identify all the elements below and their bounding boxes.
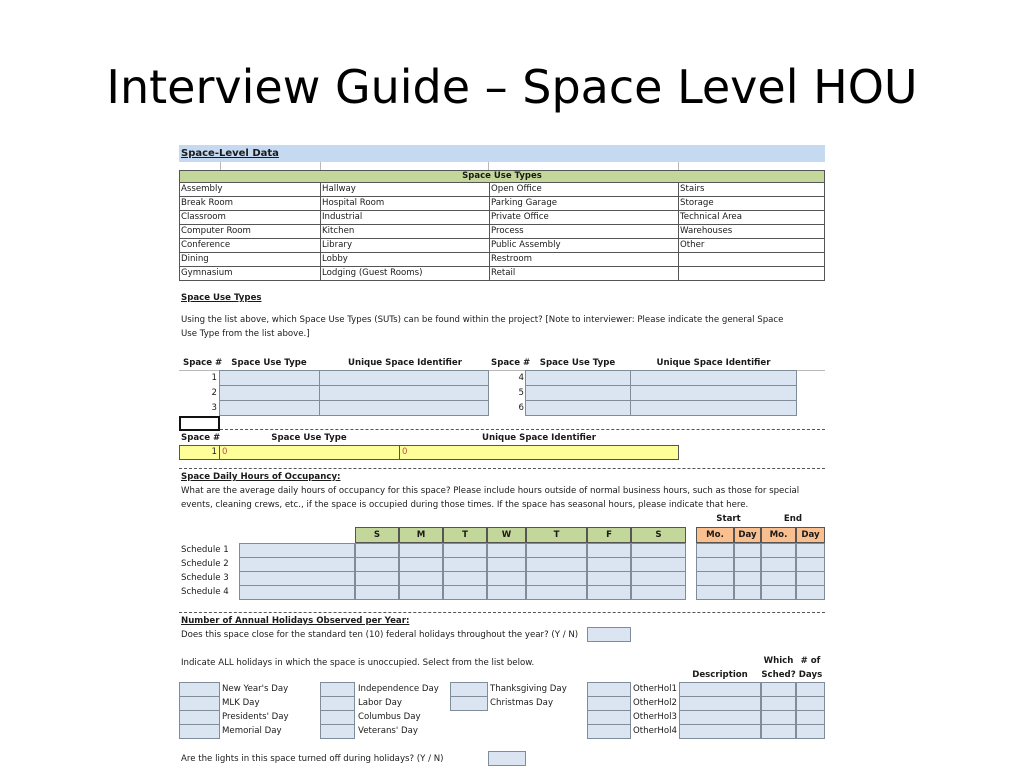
schedule-label: Schedule 3 xyxy=(181,573,229,583)
holiday-checkbox[interactable] xyxy=(587,682,631,697)
sut-header-type-left: Space Use Type xyxy=(231,358,307,368)
space-use-type-item: Public Assembly xyxy=(491,240,561,250)
sut-id-input[interactable] xyxy=(630,370,797,386)
holiday-checkbox[interactable] xyxy=(179,696,220,711)
holiday-label: Independence Day xyxy=(358,684,439,694)
grid-line xyxy=(220,162,221,170)
holiday-label: MLK Day xyxy=(222,698,260,708)
schedule-day-input[interactable] xyxy=(239,585,355,600)
description-label: Description xyxy=(692,670,748,680)
schedule-date-input[interactable] xyxy=(761,585,796,600)
types-caption: Space Use Types xyxy=(179,170,825,183)
schedule-label: Schedule 4 xyxy=(181,587,229,597)
day-header: W xyxy=(487,527,526,543)
holiday-label: Christmas Day xyxy=(490,698,554,708)
holiday-days-input[interactable] xyxy=(796,724,825,739)
schedule-day-input[interactable] xyxy=(631,543,686,558)
sut-question-line1: Using the list above, which Space Use Types (SUTs) can be found within the project? [Note to interviewer: Please indicate the general Space xyxy=(181,315,784,325)
holiday-checkbox[interactable] xyxy=(450,696,488,711)
sut-id-input[interactable] xyxy=(319,385,489,401)
space-use-type-item: Hallway xyxy=(322,184,356,194)
sut-type-input[interactable] xyxy=(525,370,631,386)
sut-row-number: 2 xyxy=(211,388,217,398)
holiday-label: OtherHol1 xyxy=(633,684,677,694)
grid-line xyxy=(678,162,679,170)
schedule-day-input[interactable] xyxy=(526,585,587,600)
selected-use-type[interactable]: 0 xyxy=(222,447,228,457)
holiday-days-input[interactable] xyxy=(796,696,825,711)
sut-row-number: 4 xyxy=(518,373,524,383)
sut-type-input[interactable] xyxy=(219,370,320,386)
days-label-1: # of xyxy=(800,656,821,666)
selected-space-number: 1 xyxy=(211,447,217,457)
space-use-type-item: Dining xyxy=(181,254,209,264)
sut-type-input[interactable] xyxy=(525,400,631,416)
start-label: Start xyxy=(716,514,741,524)
space-use-type-item: Technical Area xyxy=(680,212,742,222)
sut-row-number: 5 xyxy=(518,388,524,398)
day-header: S xyxy=(355,527,399,543)
schedule-day-input[interactable] xyxy=(487,585,526,600)
holiday-checkbox[interactable] xyxy=(587,710,631,725)
space-use-type-item: Lodging (Guest Rooms) xyxy=(322,268,423,278)
holiday-label: OtherHol2 xyxy=(633,698,677,708)
day-header: S xyxy=(631,527,686,543)
schedule-day-input[interactable] xyxy=(526,543,587,558)
sut-row-number: 1 xyxy=(211,373,217,383)
sut-header-space-right: Space # xyxy=(491,358,531,368)
holiday-description-input[interactable] xyxy=(679,682,761,697)
schedule-date-input[interactable] xyxy=(796,557,825,572)
selected-row xyxy=(179,445,679,460)
schedule-date-input[interactable] xyxy=(734,585,761,600)
space-use-type-item: Stairs xyxy=(680,184,705,194)
lights-question: Are the lights in this space turned off during holidays? (Y / N) xyxy=(181,754,444,764)
date-header: Mo. xyxy=(696,527,734,543)
schedule-date-input[interactable] xyxy=(734,543,761,558)
space-use-type-item: Private Office xyxy=(491,212,549,222)
sut-id-input[interactable] xyxy=(319,400,489,416)
space-use-type-item: Warehouses xyxy=(680,226,733,236)
schedule-day-input[interactable] xyxy=(631,557,686,572)
sut-question-line2: Use Type from the list above.] xyxy=(181,329,310,339)
end-label: End xyxy=(783,514,803,524)
holiday-checkbox[interactable] xyxy=(179,724,220,739)
schedule-day-input[interactable] xyxy=(443,543,487,558)
holiday-label: Thanksgiving Day xyxy=(490,684,567,694)
holiday-checkbox[interactable] xyxy=(320,682,355,697)
schedule-date-input[interactable] xyxy=(734,557,761,572)
holiday-description-input[interactable] xyxy=(679,710,761,725)
schedule-day-input[interactable] xyxy=(631,585,686,600)
space-use-type-item: Process xyxy=(491,226,524,236)
sut-id-input[interactable] xyxy=(630,400,797,416)
schedule-date-input[interactable] xyxy=(696,543,734,558)
holiday-description-input[interactable] xyxy=(679,696,761,711)
holiday-days-input[interactable] xyxy=(796,682,825,697)
sut-header-id-right: Unique Space Identifier xyxy=(656,358,771,368)
spreadsheet xyxy=(179,144,825,768)
days-label-2: Days xyxy=(798,670,823,680)
sut-id-input[interactable] xyxy=(630,385,797,401)
selected-header-type: Space Use Type xyxy=(271,433,347,443)
schedule-day-input[interactable] xyxy=(355,543,399,558)
selected-header-id: Unique Space Identifier xyxy=(482,433,596,443)
space-use-type-item: Other xyxy=(680,240,705,250)
schedule-day-input[interactable] xyxy=(587,585,631,600)
sut-type-input[interactable] xyxy=(525,385,631,401)
space-use-type-item: Kitchen xyxy=(322,226,355,236)
space-use-type-item: Hospital Room xyxy=(322,198,385,208)
sut-title: Space Use Types xyxy=(181,293,262,303)
schedule-day-input[interactable] xyxy=(443,557,487,572)
schedule-date-input[interactable] xyxy=(796,543,825,558)
schedule-date-input[interactable] xyxy=(761,571,796,586)
holiday-label: Veterans' Day xyxy=(358,726,418,736)
sut-row-number: 6 xyxy=(518,403,524,413)
selected-header-space: Space # xyxy=(181,433,221,443)
holiday-checkbox[interactable] xyxy=(320,724,355,739)
holiday-label: OtherHol3 xyxy=(633,712,677,722)
day-header: T xyxy=(443,527,487,543)
schedule-day-input[interactable] xyxy=(239,543,355,558)
sut-id-input[interactable] xyxy=(319,370,489,386)
holiday-checkbox[interactable] xyxy=(179,682,220,697)
schedule-date-input[interactable] xyxy=(796,571,825,586)
schedule-day-input[interactable] xyxy=(399,543,443,558)
day-header: F xyxy=(587,527,631,543)
space-use-type-item: Open Office xyxy=(491,184,542,194)
schedule-day-input[interactable] xyxy=(443,571,487,586)
holiday-checkbox[interactable] xyxy=(587,724,631,739)
schedule-day-input[interactable] xyxy=(487,543,526,558)
sut-row-number: 3 xyxy=(211,403,217,413)
types-table xyxy=(179,183,825,281)
which-label-1: Which xyxy=(763,656,794,666)
schedule-label: Schedule 1 xyxy=(181,545,229,555)
schedule-day-input[interactable] xyxy=(355,585,399,600)
schedule-day-input[interactable] xyxy=(587,557,631,572)
grid-line xyxy=(320,162,321,170)
space-use-type-item: Parking Garage xyxy=(491,198,558,208)
schedule-day-input[interactable] xyxy=(487,557,526,572)
schedule-day-input[interactable] xyxy=(587,543,631,558)
schedule-day-input[interactable] xyxy=(399,557,443,572)
selected-unique-id[interactable]: 0 xyxy=(402,447,408,457)
sut-type-input[interactable] xyxy=(219,385,320,401)
holiday-label: Memorial Day xyxy=(222,726,282,736)
space-use-type-item: Gymnasium xyxy=(181,268,233,278)
holiday-days-input[interactable] xyxy=(796,710,825,725)
holiday-label: Presidents' Day xyxy=(222,712,289,722)
day-header: M xyxy=(399,527,443,543)
date-header: Day xyxy=(796,527,825,543)
sut-type-input[interactable] xyxy=(219,400,320,416)
schedule-date-input[interactable] xyxy=(761,557,796,572)
schedule-day-input[interactable] xyxy=(443,585,487,600)
schedule-day-input[interactable] xyxy=(355,571,399,586)
which-label-2: Sched? xyxy=(761,670,796,680)
schedule-date-input[interactable] xyxy=(734,571,761,586)
space-use-type-item: Conference xyxy=(181,240,231,250)
space-use-type-item: Computer Room xyxy=(181,226,251,236)
holiday-label: OtherHol4 xyxy=(633,726,677,736)
active-cell[interactable] xyxy=(179,416,220,431)
holiday-checkbox[interactable] xyxy=(450,682,488,697)
holiday-checkbox[interactable] xyxy=(320,696,355,711)
holiday-checkbox[interactable] xyxy=(179,710,220,725)
schedule-date-input[interactable] xyxy=(696,585,734,600)
sheet-header-text: Space-Level Data xyxy=(181,148,279,159)
space-use-type-item: Assembly xyxy=(181,184,223,194)
schedule-day-input[interactable] xyxy=(587,571,631,586)
holiday-label: Columbus Day xyxy=(358,712,421,722)
space-use-type-item: Industrial xyxy=(322,212,363,222)
space-use-type-item: Classroom xyxy=(181,212,226,222)
schedule-date-input[interactable] xyxy=(761,543,796,558)
space-use-type-item: Lobby xyxy=(322,254,348,264)
schedule-day-input[interactable] xyxy=(487,571,526,586)
holiday-checkbox[interactable] xyxy=(320,710,355,725)
space-use-type-item: Library xyxy=(322,240,353,250)
holiday-description-input[interactable] xyxy=(679,724,761,739)
grid-line xyxy=(488,162,489,170)
schedule-day-input[interactable] xyxy=(355,557,399,572)
space-use-type-item: Retail xyxy=(491,268,516,278)
schedule-day-input[interactable] xyxy=(239,571,355,586)
schedule-day-input[interactable] xyxy=(399,571,443,586)
space-use-type-item: Storage xyxy=(680,198,714,208)
schedule-day-input[interactable] xyxy=(526,557,587,572)
sut-header-type-right: Space Use Type xyxy=(539,358,616,368)
hours-title: Space Daily Hours of Occupancy: xyxy=(181,472,341,482)
hours-question-line1: What are the average daily hours of occupancy for this space? Please include hours outside of normal business hours, such as those for special xyxy=(181,486,800,496)
holiday-schedule-input[interactable] xyxy=(761,682,796,697)
schedule-date-input[interactable] xyxy=(696,557,734,572)
schedule-day-input[interactable] xyxy=(239,557,355,572)
lights-off-input[interactable] xyxy=(488,751,526,766)
date-header: Day xyxy=(734,527,761,543)
holiday-checkbox[interactable] xyxy=(587,696,631,711)
holiday-schedule-input[interactable] xyxy=(761,724,796,739)
holidays-instruction: Indicate ALL holidays in which the space is unoccupied. Select from the list below. xyxy=(181,658,535,668)
schedule-label: Schedule 2 xyxy=(181,559,229,569)
holidays-question: Does this space close for the standard ten (10) federal holidays throughout the year? (Y / N) xyxy=(181,630,579,640)
schedule-date-input[interactable] xyxy=(796,585,825,600)
holiday-schedule-input[interactable] xyxy=(761,710,796,725)
space-use-type-item: Break Room xyxy=(181,198,233,208)
holidays-title: Number of Annual Holidays Observed per Year: xyxy=(181,616,410,626)
sut-header-space-left: Space # xyxy=(183,358,223,368)
schedule-day-input[interactable] xyxy=(526,571,587,586)
sheet-header xyxy=(179,145,825,162)
federal-holidays-input[interactable] xyxy=(587,627,631,642)
schedule-day-input[interactable] xyxy=(631,571,686,586)
holiday-schedule-input[interactable] xyxy=(761,696,796,711)
date-header: Mo. xyxy=(761,527,796,543)
sut-header-id-left: Unique Space Identifier xyxy=(348,358,462,368)
schedule-date-input[interactable] xyxy=(696,571,734,586)
space-use-type-item: Restroom xyxy=(491,254,532,264)
holiday-label: Labor Day xyxy=(358,698,403,708)
day-header: T xyxy=(526,527,587,543)
slide-title: Interview Guide – Space Level HOU xyxy=(106,60,918,114)
hours-question-line2: events, cleaning crews, etc., if the space is occupied during those times. If the space has seasonal hours, please indicate that here. xyxy=(181,500,749,510)
holiday-label: New Year's Day xyxy=(222,684,289,694)
schedule-day-input[interactable] xyxy=(399,585,443,600)
